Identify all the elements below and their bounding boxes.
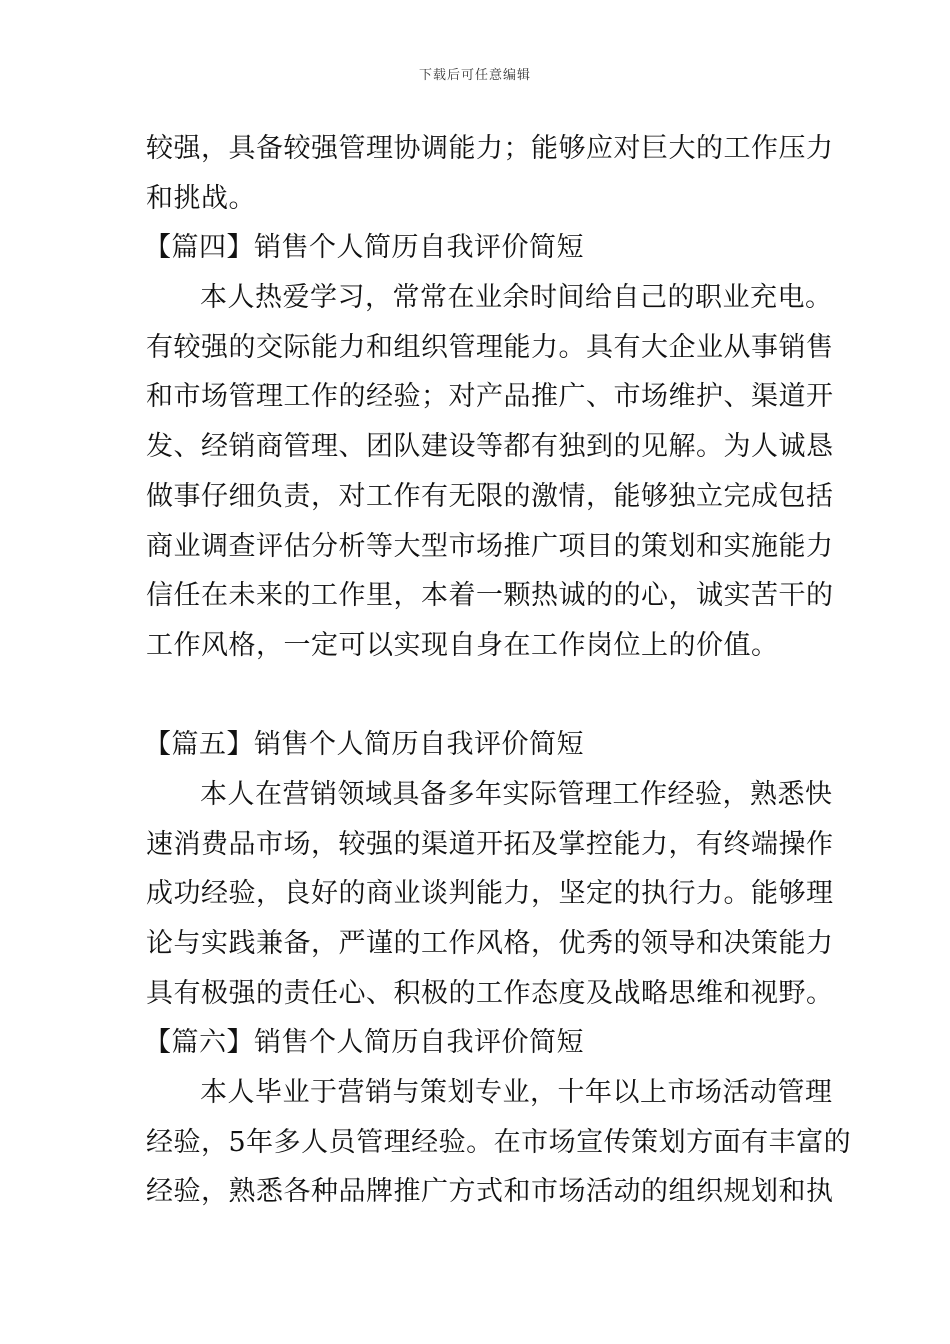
text-line: 经验，5年多人员管理经验。在市场宣传策划方面有丰富的 (146, 1126, 852, 1158)
section-heading-5: 【篇五】销售个人简历自我评价简短 (144, 729, 584, 761)
text-line: 工作风格，一定可以实现自身在工作岗位上的价值。 (146, 629, 779, 661)
section-heading-6: 【篇六】销售个人简历自我评价简短 (144, 1027, 584, 1059)
text-line: 信任在未来的工作里，本着一颗热诚的的心，诚实苦干的 (146, 580, 834, 612)
text-line: 经验，熟悉各种品牌推广方式和市场活动的组织规划和执 (146, 1176, 834, 1208)
blank-line (146, 671, 810, 721)
paragraph-start: 本人在营销领域具备多年实际管理工作经验，熟悉快 (200, 778, 833, 810)
text-line: 和挑战。 (146, 182, 256, 214)
text-line: 商业调查评估分析等大型市场推广项目的策划和实施能力 (146, 530, 834, 562)
text-line: 成功经验，良好的商业谈判能力，坚定的执行力。能够理 (146, 878, 834, 910)
text-line: 有较强的交际能力和组织管理能力。具有大企业从事销售 (146, 331, 834, 363)
text-line: 做事仔细负责，对工作有无限的激情，能够独立完成包括 (146, 480, 834, 512)
paragraph-start: 本人热爱学习，常常在业余时间给自己的职业充电。 (200, 282, 833, 314)
text-line: 较强，具备较强管理协调能力；能够应对巨大的工作压力 (146, 133, 834, 164)
text-line: 论与实践兼备，严谨的工作风格，优秀的领导和决策能力 (146, 928, 834, 959)
text-line: 具有极强的责任心、积极的工作态度及战略思维和视野。 (146, 977, 834, 1009)
document-body (144, 124, 852, 1217)
text-line: 和市场管理工作的经验；对产品推广、市场维护、渠道开 (146, 381, 834, 413)
paragraph-start: 本人毕业于营销与策划专业，十年以上市场活动管理 (200, 1077, 833, 1109)
page-header: 下载后可任意编辑 (418, 68, 531, 83)
text-line: 速消费品市场，较强的渠道开拓及掌控能力，有终端操作 (146, 828, 834, 860)
text-line: 发、经销商管理、团队建设等都有独到的见解。为人诚恳 (146, 431, 834, 463)
section-heading-4: 【篇四】销售个人简历自我评价简短 (144, 232, 584, 264)
